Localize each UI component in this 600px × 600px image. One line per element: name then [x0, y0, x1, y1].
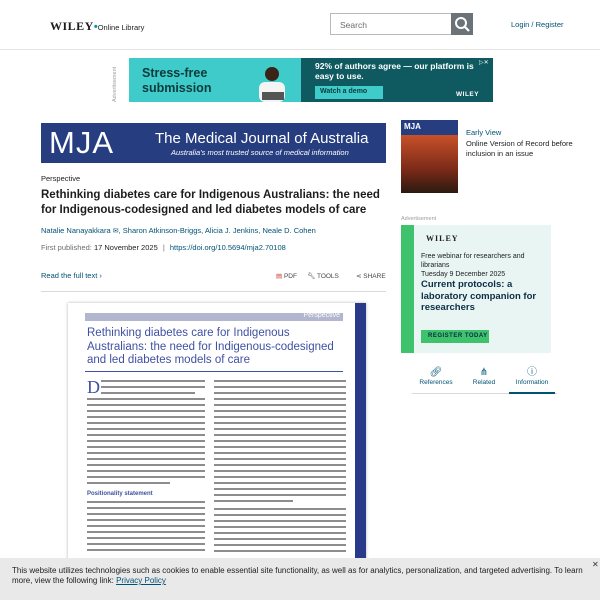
ad-brand: WILEY — [426, 234, 459, 243]
sidebar-advertisement[interactable] — [401, 225, 551, 353]
tools-button[interactable] — [307, 272, 339, 280]
pdf-icon: ▤ — [276, 273, 283, 280]
journal-abbrev: MJA — [49, 125, 114, 160]
journal-title: The Medical Journal of Australia — [155, 130, 369, 147]
ad-brand: WILEY — [456, 91, 480, 98]
pdf-dropcap: D — [87, 377, 100, 397]
tab-information[interactable] — [508, 367, 556, 386]
tools-label: TOOLS — [316, 273, 339, 280]
article-section: Perspective — [41, 174, 81, 183]
tab-references-label: References — [419, 379, 453, 386]
ad-accent-stripe — [401, 225, 414, 353]
read-full-text-link[interactable] — [41, 271, 102, 280]
pdf-button[interactable] — [276, 272, 297, 280]
ad-headline-line2: submission — [142, 81, 212, 95]
ad-right-text: 92% of authors agree — our platform is easy to use. — [315, 61, 474, 81]
share-label: SHARE — [363, 273, 386, 280]
pdf-positionality-heading: Positionality statement — [87, 491, 153, 497]
first-published-label: First published: — [41, 243, 92, 252]
chevron-right-icon: › — [99, 271, 102, 280]
pdf-text-column-left — [101, 380, 205, 398]
pdf-title-rule — [85, 371, 343, 372]
email-icon[interactable]: ✉ — [112, 228, 119, 235]
pdf-text-column-right-2 — [214, 508, 346, 556]
info-icon: ⓘ — [527, 367, 537, 378]
watch-demo-button[interactable]: Watch a demo — [315, 86, 383, 99]
tab-related[interactable] — [460, 367, 508, 386]
author-link[interactable]: Neale D. Cohen — [262, 226, 316, 235]
share-button[interactable] — [356, 272, 386, 280]
first-published-date: 17 November 2025 — [93, 243, 158, 252]
logo-wiley-text: WILEY — [50, 19, 94, 33]
read-full-text-label: Read the full text — [41, 271, 98, 280]
pdf-label: PDF — [283, 273, 297, 280]
advertisement-label: Advertisement — [112, 66, 118, 102]
author-list: Natalie Nanayakkara ✉, Sharon Atkinson-Briggs, Alicia J. Jenkins, Neale D. Cohen — [41, 226, 316, 235]
search-button[interactable] — [451, 13, 473, 35]
site-header — [0, 0, 600, 50]
top-advertisement[interactable] — [129, 58, 493, 102]
pdf-section-label: Perspective — [303, 312, 340, 319]
cover-abbrev: MJA — [404, 122, 421, 131]
search-input[interactable]: Search — [330, 13, 452, 35]
related-icon: ⋔ — [479, 367, 489, 378]
pdf-first-page-preview[interactable] — [68, 303, 366, 563]
login-register-link[interactable]: Login / Register — [511, 20, 564, 29]
ad-subtitle — [421, 252, 546, 279]
early-view-description: Online Version of Record before inclusion in an issue — [466, 139, 573, 158]
pdf-text-column-left-body — [87, 398, 205, 488]
link-icon: 🔗︎ — [429, 367, 443, 378]
author-link[interactable]: Alicia J. Jenkins — [204, 226, 259, 235]
share-icon: ⋖ — [356, 273, 362, 280]
ad-date: Tuesday 9 December 2025 — [421, 271, 506, 278]
sidebar-advertisement-label: Advertisement — [401, 216, 437, 222]
cookie-text: This website utilizes technologies such as cookies to enable essential site functionality, as well as for analytics, personalization, and targeted advertising. To learn more, view the following link: — [12, 566, 583, 585]
article-title: Rethinking diabetes care for Indigenous Australians: the need for Indigenous-codesigned and led diabetes models of care — [41, 189, 380, 216]
journal-banner[interactable] — [41, 123, 386, 163]
cookie-message — [12, 566, 587, 586]
divider — [41, 291, 386, 292]
close-icon[interactable]: ✕ — [592, 560, 599, 569]
early-view-link[interactable]: Early View — [466, 128, 502, 137]
pdf-scrollbar[interactable] — [355, 303, 366, 563]
journal-cover-image[interactable] — [401, 120, 458, 193]
ad-person-image — [247, 62, 297, 102]
publication-info: First published: 17 November 2025 | https://doi.org/10.5694/mja2.70108 — [41, 243, 286, 252]
doi-link[interactable]: https://doi.org/10.5694/mja2.70108 — [169, 243, 286, 252]
privacy-policy-link[interactable]: Privacy Policy — [116, 576, 166, 585]
pdf-title: Rethinking diabetes care for Indigenous Australians: the need for Indigenous-codesigned and led diabetes models of care — [87, 327, 334, 366]
pdf-text-positionality — [87, 501, 205, 555]
tab-related-label: Related — [472, 379, 496, 386]
cover-photo — [401, 135, 458, 193]
register-today-button[interactable]: REGISTER TODAY — [421, 330, 489, 343]
search-icon — [451, 13, 473, 35]
tab-references[interactable] — [412, 367, 460, 386]
active-tab-indicator — [509, 392, 555, 394]
wrench-icon: 🔧︎ — [307, 273, 316, 280]
tab-information-label: Information — [515, 379, 549, 386]
journal-tagline: Australia's most trusted source of medical information — [171, 148, 349, 157]
ad-subtitle-line: Free webinar for researchers and librarians — [421, 253, 525, 269]
ad-headline: Current protocols: a laboratory companion for researchers — [421, 279, 537, 313]
ad-headline-line1: Stress-free — [142, 66, 208, 80]
author-link[interactable]: Sharon Atkinson-Briggs — [122, 226, 202, 235]
wiley-logo[interactable]: WILEY•Online Library — [50, 19, 145, 33]
author-link[interactable]: Natalie Nanayakkara — [41, 226, 111, 235]
logo-online-library-text: Online Library — [97, 23, 145, 32]
pdf-text-column-right — [214, 380, 346, 506]
adchoices-icon[interactable]: ▷✕ — [479, 60, 489, 66]
